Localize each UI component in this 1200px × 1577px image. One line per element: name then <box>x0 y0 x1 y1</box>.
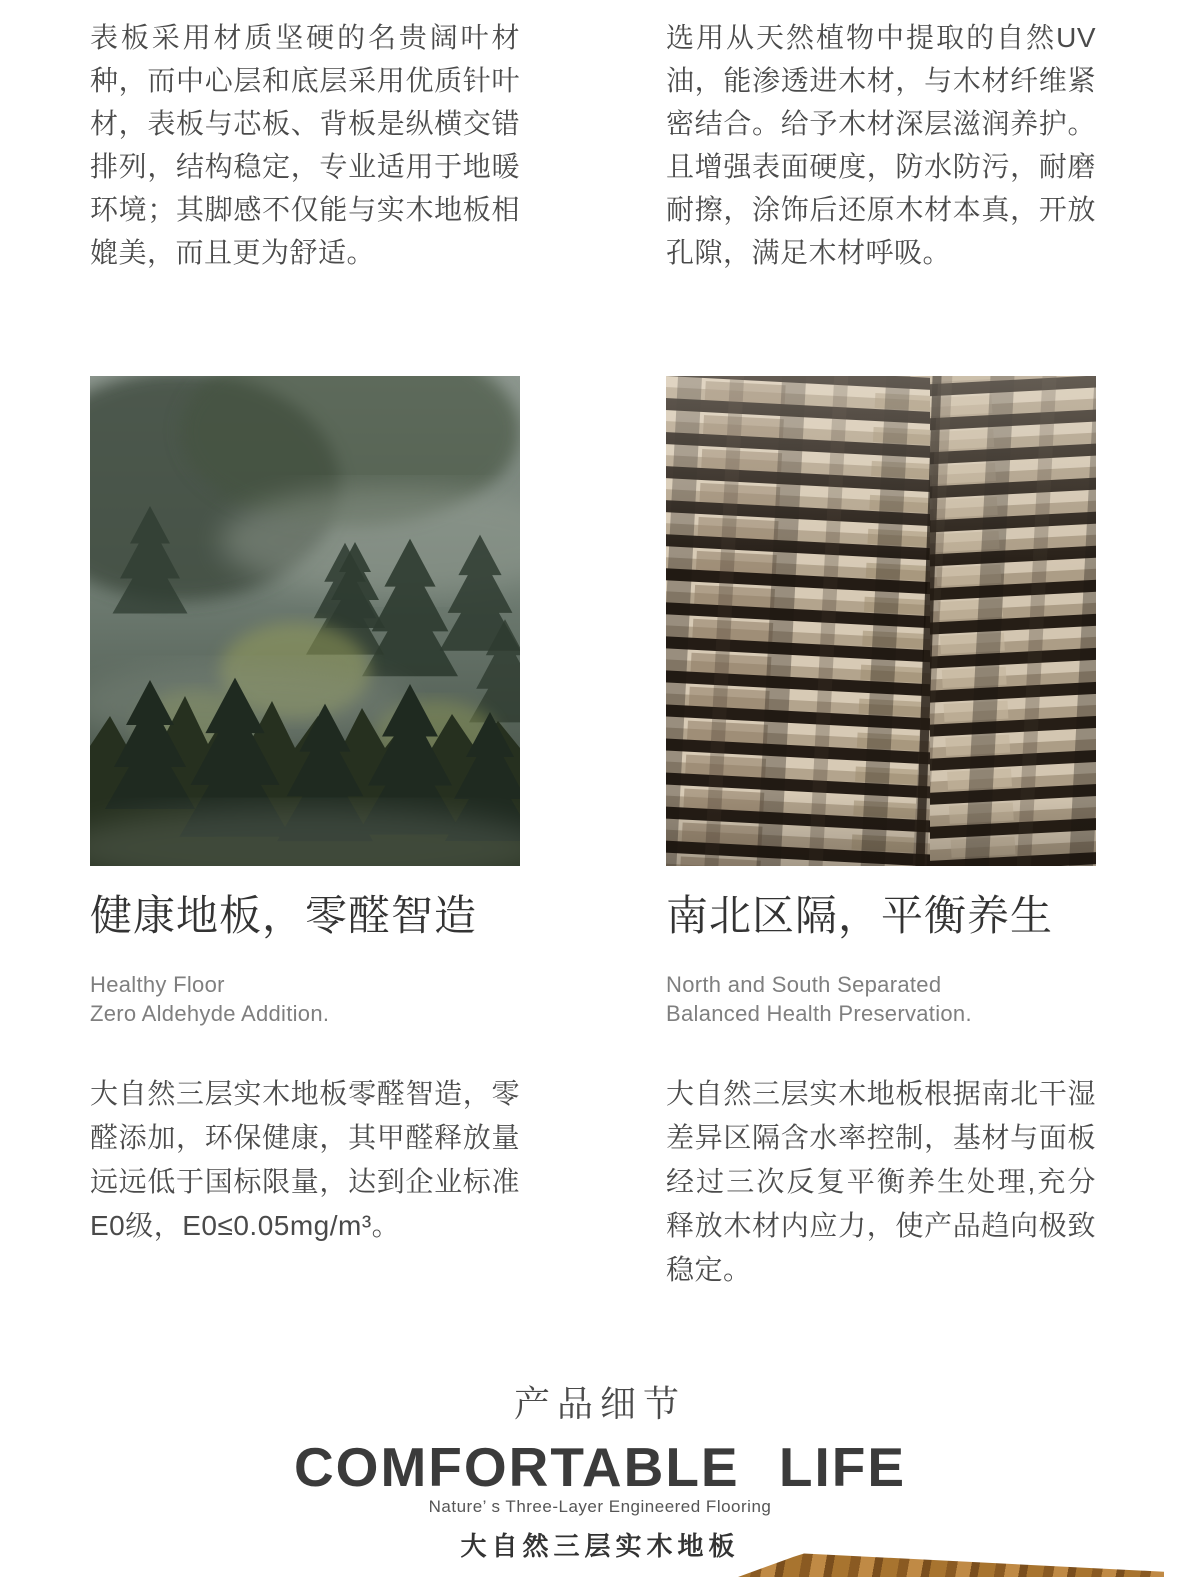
subtitle-line-1: Healthy Floor <box>90 972 225 997</box>
stacked-lumber-illustration <box>666 376 1096 866</box>
subtitle-line-2: Balanced Health Preservation. <box>666 1001 972 1026</box>
feature-card-balanced-health <box>666 376 1096 1292</box>
banner-brand-cn: 大自然三层实木地板 <box>460 1531 740 1561</box>
misty-forest-illustration <box>90 376 520 866</box>
intro-section <box>0 0 1200 274</box>
feature-body-text: 大自然三层实木地板根据南北干湿差异区隔含水率控制，基材与面板经过三次反复平衡养生处理,充分释放木材内应力，使产品趋向极致稳定。 <box>666 1078 1096 1285</box>
banner-tagline-en: Nature’ s Three-Layer Engineered Flooring <box>428 1497 772 1516</box>
stacked-lumber-photo <box>666 376 1096 866</box>
feature-subtitle-en <box>90 970 520 1028</box>
feature-subtitle-en <box>666 970 1096 1028</box>
subtitle-line-2: Zero Aldehyde Addition. <box>90 1001 330 1026</box>
product-details-banner <box>0 1376 1200 1563</box>
feature-title-healthy-floor: 健康地板，零醛智造 <box>90 892 478 939</box>
feature-section <box>0 376 1200 1292</box>
feature-body-text: 大自然三层实木地板零醛智造，零醛添加，环保健康，其甲醛释放量远远低于国标限量，达到企业标准E0级，E0≤0.05mg/m³。 <box>90 1078 520 1241</box>
misty-forest-photo <box>90 376 520 866</box>
banner-title-en: COMFORTABLE LIFE <box>293 1436 907 1498</box>
banner-title-cn: 产品细节 <box>513 1383 686 1424</box>
subtitle-line-1: North and South Separated <box>666 972 942 997</box>
intro-paragraph-right: 选用从天然植物中提取的自然UV油，能渗透进木材，与木材纤维紧密结合。给予木材深层滋润养护。且增强表面硬度，防水防污，耐磨耐擦，涂饰后还原木材本真，开放孔隙，满足木材呼吸。 <box>666 22 1096 268</box>
feature-card-healthy-floor <box>90 376 520 1292</box>
intro-paragraph-left: 表板采用材质坚硬的名贵阔叶材种，而中心层和底层采用优质针叶材，表板与芯板、背板是纵横交错排列，结构稳定，专业适用于地暖环境；其脚感不仅能与实木地板相媲美，而且更为舒适。 <box>90 22 520 268</box>
feature-title-balanced-health: 南北区隔，平衡养生 <box>666 892 1054 939</box>
